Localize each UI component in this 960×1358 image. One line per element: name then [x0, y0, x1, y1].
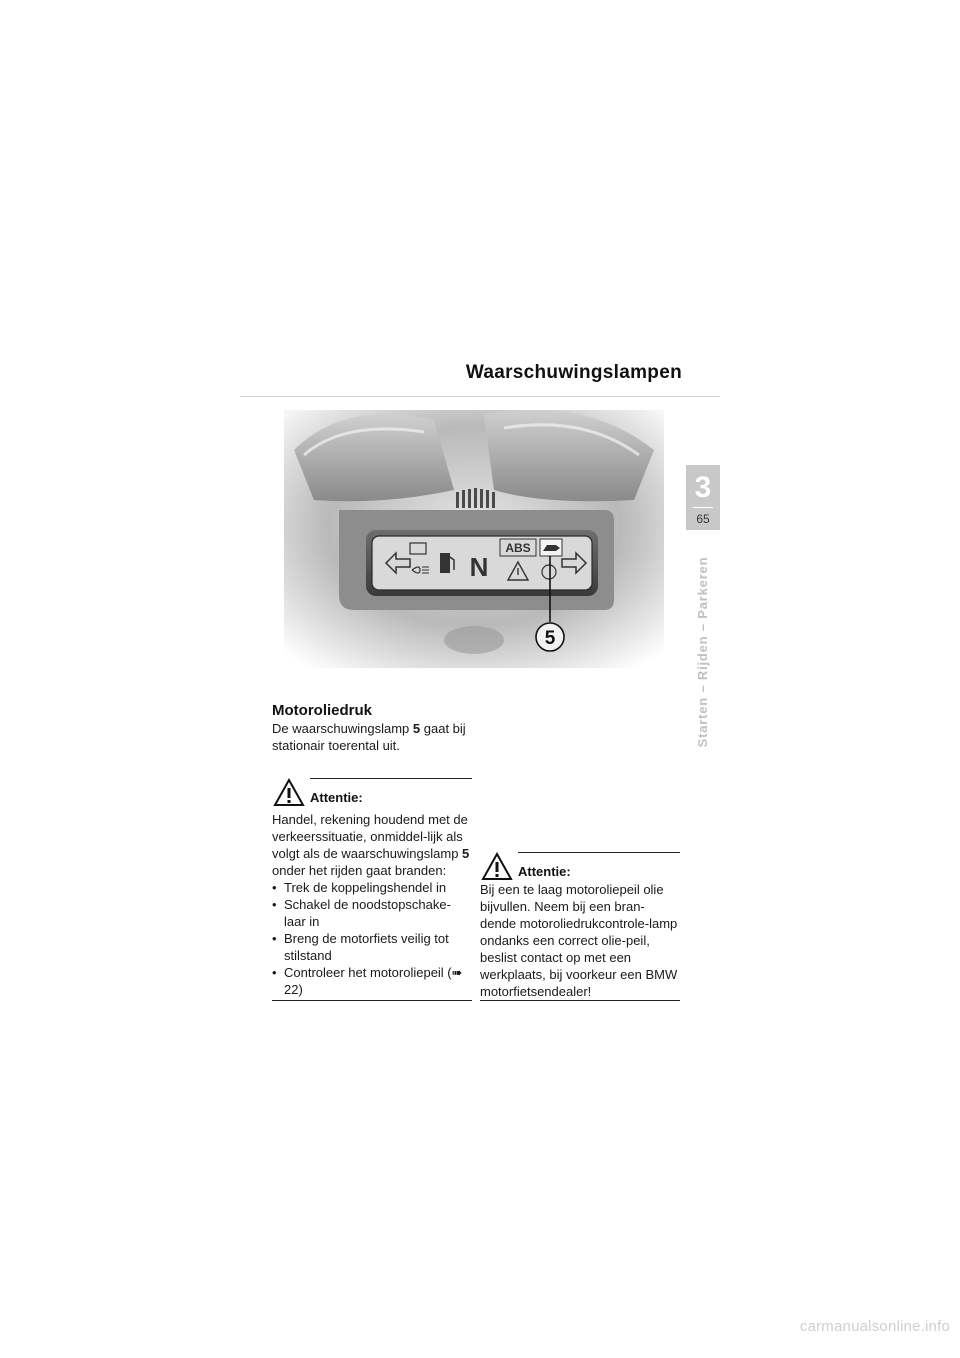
action-list	[272, 879, 472, 998]
list-item: • Breng de motorfiets veilig tot stilstand	[272, 930, 472, 964]
warning-box-2	[480, 852, 680, 1001]
chapter-tab	[686, 465, 720, 530]
warning-body: Bij een te laag motoroliepeil olie bijvullen. Neem bij een bran-dende motoroliedrukcontrole-lamp ondanks een correct olie-peil, beslist contact op met een werkplaats, bij voorkeur een BMW motorfietsendealer!	[480, 882, 678, 999]
chapter-number: 3	[694, 471, 712, 504]
chapter-divider	[693, 507, 713, 508]
warning-icon	[272, 778, 306, 808]
warning-icon	[480, 852, 514, 882]
warning-label: Attentie:	[518, 864, 571, 879]
warning-body: Handel, rekening houdend met de verkeerssituatie, onmiddel-lijk als volgt als de waarschuwingslamp 5 onder het rijden gaat branden: • Trek de koppelingshendel in • Schakel de noodstopschake-laar in • Breng de motorfiets veilig tot stilstand • Controleer het motoroliepeil (➠ 22)	[272, 811, 472, 998]
section-intro: De waarschuwingslamp 5 gaat bij stationair toerental uit.	[272, 721, 466, 753]
footer-watermark: carmanualsonline.info	[799, 1318, 950, 1335]
warning-rule-top	[310, 778, 472, 779]
title-rule	[240, 396, 720, 397]
list-item: • Trek de koppelingshendel in	[272, 879, 472, 896]
chapter-side-label: Starten – Rijden – Parkeren	[695, 556, 710, 748]
list-item: • Controleer het motoroliepeil (➠ 22)	[272, 964, 472, 998]
warning-label: Attentie:	[310, 790, 363, 805]
warning-rule-bottom	[480, 1000, 680, 1001]
callout-number: 5	[544, 628, 556, 649]
warning-rule-top	[518, 852, 680, 853]
warning-box-1	[272, 778, 472, 1001]
warning-rule-bottom	[272, 1000, 472, 1001]
page-number: 65	[696, 512, 710, 526]
oil-pressure-icon	[540, 539, 562, 556]
warning-lamp-panel-photo	[284, 410, 664, 668]
neutral-icon: N	[469, 552, 489, 582]
list-item: • Schakel de noodstopschake-laar in	[272, 896, 472, 930]
page-title: Waarschuwingslampen	[465, 362, 682, 383]
abs-icon: ABS	[505, 541, 531, 555]
section-heading: Motoroliedruk	[272, 702, 372, 719]
